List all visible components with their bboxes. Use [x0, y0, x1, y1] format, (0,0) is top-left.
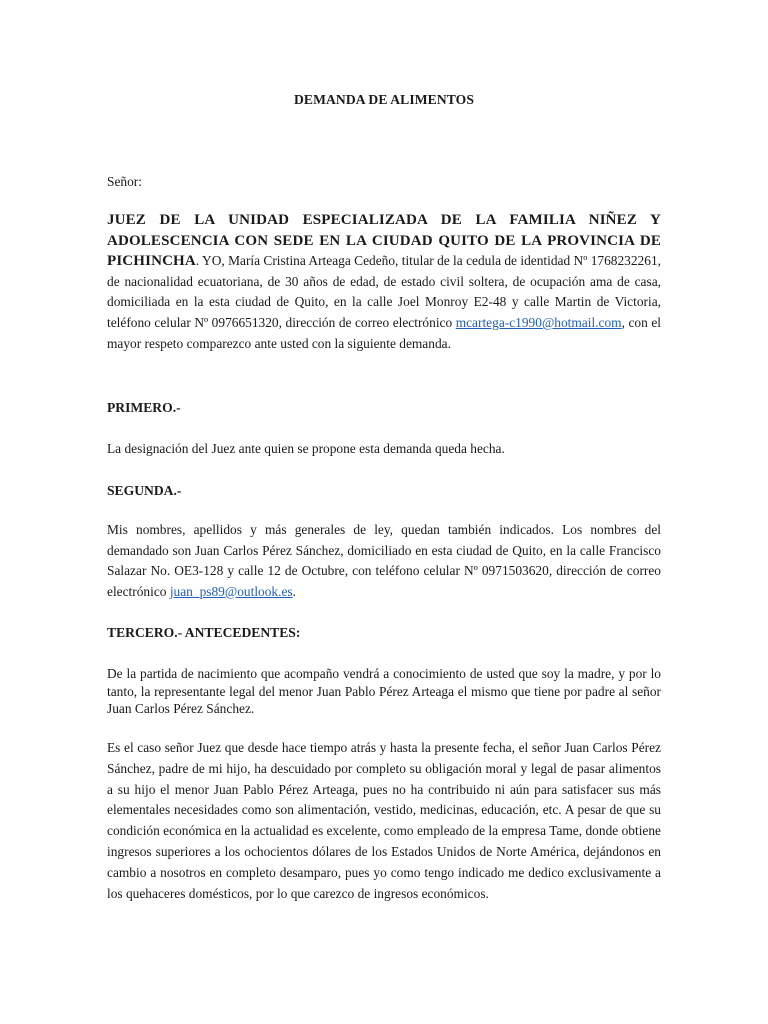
segunda-paragraph	[107, 520, 661, 602]
intro-text-end: , con el mayor respeto comparezco ante usted con la siguiente demanda.	[107, 314, 661, 351]
segunda-text-end: .	[292, 583, 296, 599]
heading-tercero: TERCERO.- ANTECEDENTES:	[107, 625, 301, 640]
plaintiff-email-link[interactable]: mcartega-c1990@hotmail.com	[455, 314, 622, 330]
heading-primero: PRIMERO.-	[107, 400, 181, 415]
tercero-paragraph-1: De la partida de nacimiento que acompaño vendrá a conocimiento de usted que soy la madre, y por lo tanto, la representante legal del menor Juan Pablo Pérez Arteaga el mismo que tiene por padre al señor Juan Carlos Pérez Sánchez.	[107, 666, 661, 717]
defendant-email-link[interactable]: juan_ps89@outlook.es	[169, 583, 293, 599]
salutation: Señor:	[107, 174, 142, 189]
intro-paragraph	[107, 210, 661, 354]
primero-paragraph: La designación del Juez ante quien se propone esta demanda queda hecha.	[107, 441, 505, 456]
tercero-paragraph-2: Es el caso señor Juez que desde hace tiempo atrás y hasta la presente fecha, el señor Juan Carlos Pérez Sánchez, padre de mi hijo, ha descuidado por completo su obligación moral y legal de pasar alimentos a su hijo el menor Juan Pablo Pérez Arteaga, pues no ha contribuido ni aún para satisfacer sus más elementales necesidades como son alimentación, vestido, medicinas, educación, etc. A pesar de que su condición económica en la actualidad es excelente, como empleado de la empresa Tame, donde obtiene ingresos superiores a los ochocientos dólares de los Estados Unidos de Norte América, dejándonos en cambio a nosotros en completo desamparo, pues yo como tengo indicado me dedico exclusivamente a los quehaceres domésticos, por lo que carezco de ingresos económicos.	[107, 740, 661, 901]
segunda-text: Mis nombres, apellidos y más generales de ley, quedan también indicados. Los nombres del demandado son Juan Carlos Pérez Sánchez, domiciliado en esta ciudad de Quito, en la calle Francisco Salazar No. OE3-128 y calle 12 de Octubre, con teléfono celular Nº 0971503620, dirección de correo electrónico	[107, 522, 661, 599]
intro-text: . YO, María Cristina Arteaga Cedeño, titular de la cedula de identidad Nº 1768232261, de nacionalidad ecuatoriana, de 30 años de edad, de estado civil soltera, de ocupación ama de casa, domiciliada en la esta ciudad de Quito, en la calle Joel Monroy E2-48 y calle Martin de Victoria, teléfono celular Nº 0976651320, dirección de correo electrónico	[107, 253, 661, 330]
court-name: JUEZ DE LA UNIDAD ESPECIALIZADA DE LA FAMILIA NIÑEZ Y ADOLESCENCIA CON SEDE EN LA CIUDAD QUITO DE LA PROVINCIA DE PICHINCHA	[107, 212, 661, 270]
document-title: DEMANDA DE ALIMENTOS	[293, 92, 474, 107]
heading-segunda: SEGUNDA.-	[107, 483, 182, 498]
